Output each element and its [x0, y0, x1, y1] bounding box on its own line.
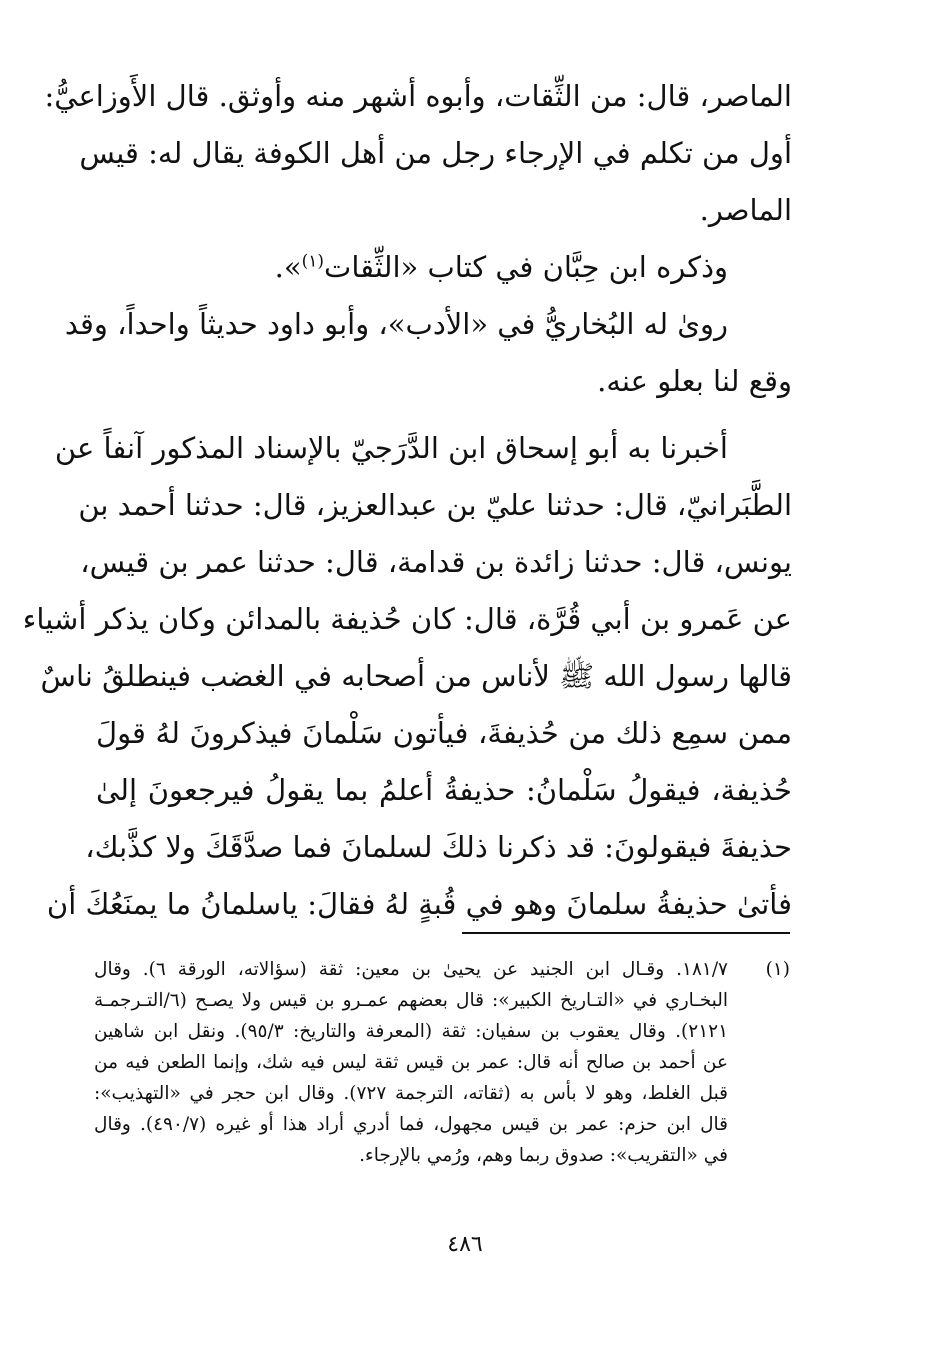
text-line: يونس، قال: حدثنا زائدة بن قدامة، قال: حدثنا عمر بن قيس، [80, 545, 792, 579]
text-line: حذيفةَ فيقولونَ: قد ذكرنا ذلكَ لسلمانَ فما صدَّقَكَ ولا كذَّبك، [85, 830, 792, 864]
footnote-line: ٢١٢١). وقال يعقوب بن سفيان: ثقة (المعرفة والتاريخ: ٩٥/٣). ونقل ابن شاهين [94, 1021, 729, 1042]
quote-close: ». [274, 250, 302, 284]
text-line: ممن سمِع ذلك من حُذيفةَ، فيأتون سَلْمانَ فيذكرونَ لهُ قولَ [96, 716, 792, 750]
text-line: الطَّبَرانيّ، قال: حدثنا عليّ بن عبدالعزيز، قال: حدثنا أحمد بن [78, 488, 792, 522]
footnote-line: عن أحمد بن صالح أنه قال: عمر بن قيس ثقة ليس فيه شك، وإنما الطعن فيه من [94, 1052, 728, 1073]
text-line: حُذيفة، فيقولُ سَلْمانُ: حذيفةُ أعلمُ بما يقولُ فيرجعونَ إلىٰ [96, 773, 792, 807]
text-line: قالها رسول الله ﷺ لأناس من أصحابه في الغضب فينطلقُ ناسٌ [40, 659, 792, 693]
text-line [96, 239, 792, 296]
text-line: الماصر. [699, 193, 792, 227]
footnote-line: البخـاري في «التـاريخ الكبير»: قال بعضهم عمـرو بن قيس ولا يصـح (٦/التـرجمـة [94, 990, 728, 1011]
text-line: وقع لنا بعلو عنه. [597, 364, 792, 398]
text-line: أخبرنا به أبو إسحاق ابن الدَّرَجيّ بالإسناد المذكور آنفاً عن [54, 431, 728, 465]
footnote-line: قال ابن حزم: عمر بن قيس مجهول، فما أدري أراد هذا أو غيره (٤٩٠/٧). وقال [94, 1114, 728, 1135]
main-text [22, 68, 792, 933]
text-line: روىٰ له البُخاريُّ في «الأدب»، وأبو داود حديثاً واحداً، وقد [64, 307, 728, 341]
footnote-line: في «التقريب»: صدوق ربما وهم، ورُمي بالإرجاء. [359, 1145, 728, 1166]
ibn-hibban-sentence: وذكره ابن حِبَّان في كتاب «الثِّقات [324, 250, 728, 284]
footnote-line [94, 954, 790, 985]
page-number: ٤٨٦ [447, 1232, 483, 1257]
footnote-number: (١) [765, 959, 790, 980]
footnote-separator [462, 932, 790, 934]
footnotes [94, 954, 790, 1171]
footnote-reference[interactable]: (١) [301, 251, 325, 272]
text-line: عن عَمرو بن أبي قُرَّة، قال: كان حُذيفة بالمدائن وكان يذكر أشياء [22, 602, 792, 636]
text-line: فأتىٰ حذيفةُ سلمانَ وهو في قُبةٍ لهُ فقالَ: ياسلمانُ ما يمنَعُكَ أن [46, 887, 792, 921]
text-line: الماصر، قال: من الثِّقات، وأبوه أشهر منه وأوثق. قال الأَوزاعيُّ: [44, 79, 792, 113]
text-line: أول من تكلم في الإرجاء رجل من أهل الكوفة يقال له: قيس [79, 136, 792, 170]
footnote-line: قبل الغلط، وهو لا بأس به (ثقاته، الترجمة ٧٢٧). وقال ابن حجر في «التهذيب»: [94, 1083, 729, 1104]
footnote-text: ١٨١/٧. وقـال ابن الجنيد عن يحيىٰ بن معين: ثقة (سؤالاته، الورقة ٦). وقال [94, 959, 728, 980]
